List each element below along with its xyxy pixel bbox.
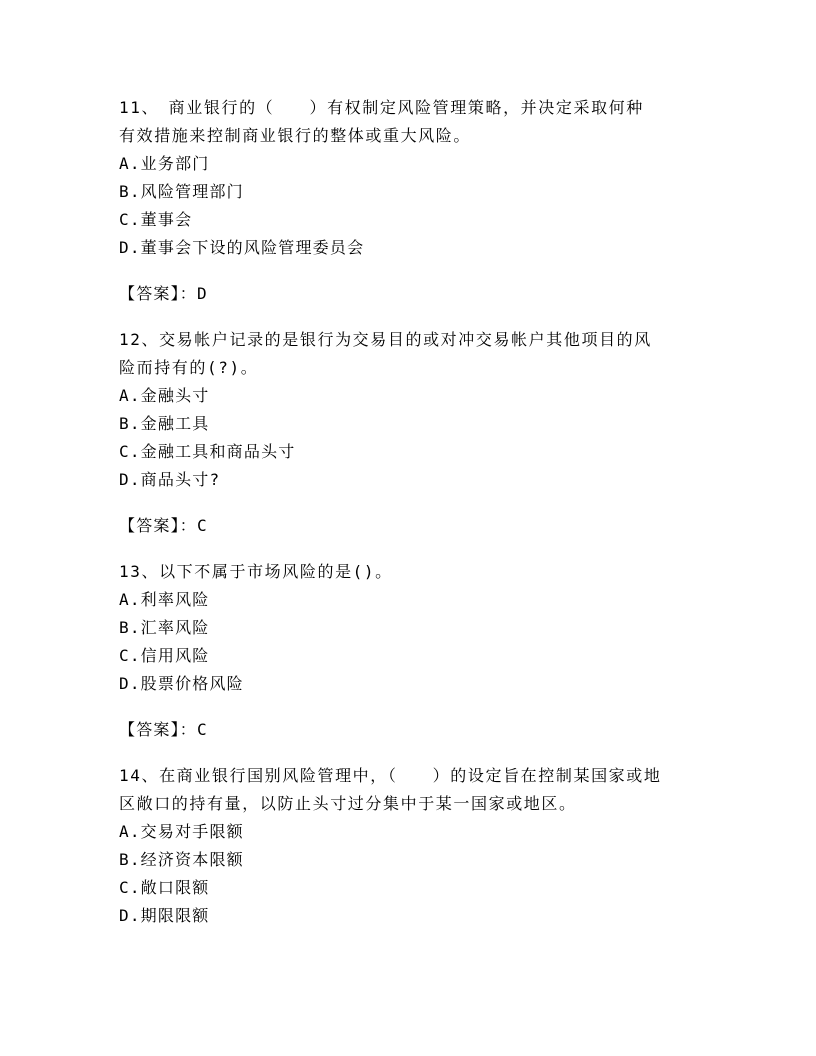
stem-line: 险而持有的(?)。 xyxy=(119,358,259,377)
question-stem xyxy=(119,94,699,150)
exam-page xyxy=(119,94,699,930)
option-d: D.董事会下设的风险管理委员会 xyxy=(119,238,365,257)
stem-line: 14、在商业银行国别风险管理中，（ ）的设定旨在控制某国家或地 xyxy=(119,766,662,785)
option-a: A.交易对手限额 xyxy=(119,822,244,841)
stem-line: 区敞口的持有量，以防止头寸过分集中于某一国家或地区。 xyxy=(119,794,577,813)
question-14 xyxy=(119,762,699,930)
question-12 xyxy=(119,326,699,540)
option-c: C.董事会 xyxy=(119,210,193,229)
option-a: A.业务部门 xyxy=(119,154,210,173)
option-d: D.期限限额 xyxy=(119,906,210,925)
option-list xyxy=(119,818,699,930)
answer-label: 【答案】：C xyxy=(119,516,208,535)
stem-line: 有效措施来控制商业银行的整体或重大风险。 xyxy=(119,126,472,145)
option-c: C.金融工具和商品头寸 xyxy=(119,442,296,461)
stem-line: 11、 商业银行的（ ）有权制定风险管理策略，并决定采取何种 xyxy=(119,98,644,117)
option-c: C.信用风险 xyxy=(119,646,210,665)
option-c: C.敞口限额 xyxy=(119,878,210,897)
question-stem xyxy=(119,326,699,382)
option-b: B.经济资本限额 xyxy=(119,850,244,869)
option-a: A.金融头寸 xyxy=(119,386,210,405)
option-b: B.风险管理部门 xyxy=(119,182,244,201)
answer-label: 【答案】：C xyxy=(119,720,208,739)
option-b: B.金融工具 xyxy=(119,414,210,433)
answer-label: 【答案】：D xyxy=(119,284,208,303)
option-a: A.利率风险 xyxy=(119,590,210,609)
stem-line: 12、交易帐户记录的是银行为交易目的或对冲交易帐户其他项目的风 xyxy=(119,330,652,349)
stem-line: 13、以下不属于市场风险的是()。 xyxy=(119,562,393,581)
option-list xyxy=(119,586,699,698)
option-list xyxy=(119,382,699,494)
option-list xyxy=(119,150,699,262)
option-d: D.商品头寸? xyxy=(119,470,221,489)
option-b: B.汇率风险 xyxy=(119,618,210,637)
question-11 xyxy=(119,94,699,308)
question-13 xyxy=(119,558,699,744)
question-stem xyxy=(119,558,699,586)
option-d: D.股票价格风险 xyxy=(119,674,244,693)
question-stem xyxy=(119,762,699,818)
